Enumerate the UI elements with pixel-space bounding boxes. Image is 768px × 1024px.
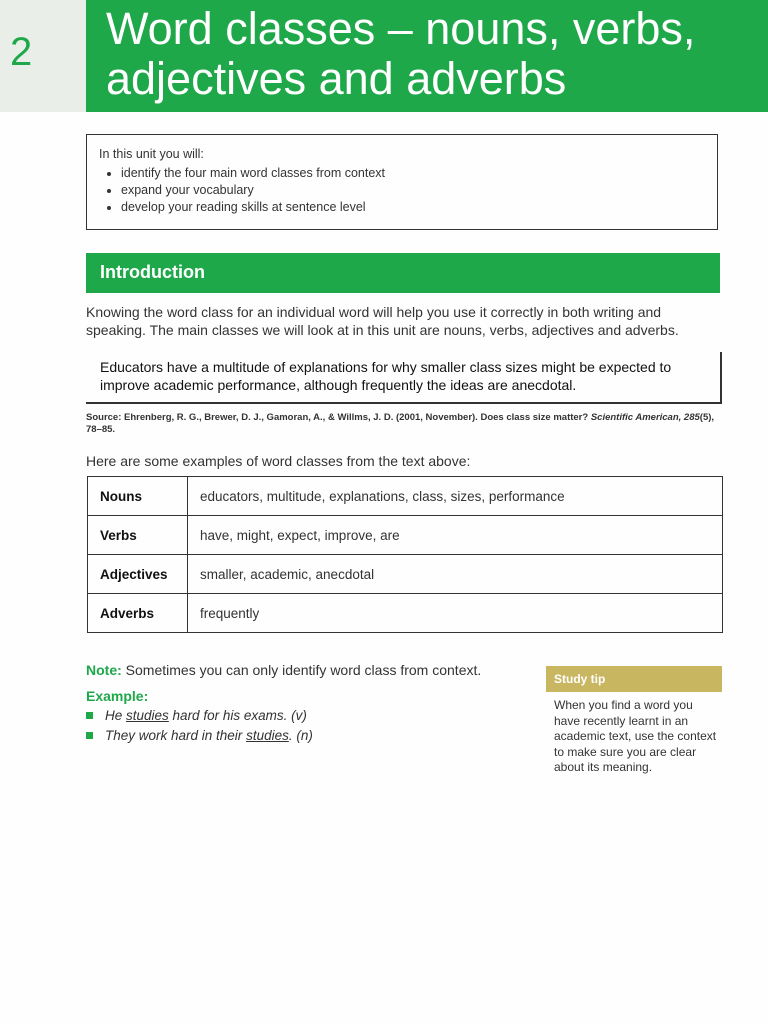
source-journal: Scientific American, 285 (590, 412, 700, 423)
example-post: hard for his exams. (v) (168, 708, 307, 723)
source-prefix: Source: Ehrenberg, R. G., Brewer, D. J., Gamoran, A., & Willms, J. D. (2001, November). Does class size matter? (86, 412, 591, 423)
example-label: Example: (86, 688, 149, 704)
note (86, 662, 481, 678)
introduction-heading: Introduction (100, 262, 205, 282)
objective-item: • expand your vocabulary (121, 183, 705, 197)
introduction-text: Knowing the word class for an individual word will help you use it correctly in both writing and speaking. The main classes we will look at in this unit are nouns, verbs, adjectives and adverbs. (86, 304, 679, 338)
word-class-cell: Verbs (88, 516, 188, 555)
list-item (86, 707, 313, 725)
objectives-list (99, 166, 705, 214)
word-examples-cell: have, might, expect, improve, are (188, 516, 723, 555)
word-class-cell: Adjectives (88, 555, 188, 594)
square-bullet-icon (86, 732, 93, 739)
example-list (86, 707, 313, 747)
unit-number: 2 (10, 30, 33, 74)
introduction-band (86, 253, 720, 293)
example-word: studies (246, 728, 289, 743)
objectives-box (86, 134, 718, 230)
title-band (86, 0, 768, 112)
objective-item: • identify the four main word classes from context (121, 166, 705, 180)
word-examples-cell: frequently (188, 594, 723, 633)
table-row (88, 477, 723, 516)
objective-item: • develop your reading skills at sentence level (121, 200, 705, 214)
note-label: Note: (86, 662, 122, 678)
study-tip-text: When you find a word you have recently learnt in an academic text, use the context to make sure you are clear about its meaning. (554, 698, 717, 774)
example-post: . (n) (288, 728, 313, 743)
example-pre: They work hard in their (105, 728, 247, 743)
study-tip-band (546, 666, 722, 692)
table-row (88, 516, 723, 555)
table-row (88, 594, 723, 633)
square-bullet-icon (86, 712, 93, 719)
unit-tab (0, 0, 86, 112)
quote-box (86, 352, 722, 404)
word-class-cell: Adverbs (88, 594, 188, 633)
examples-intro: Here are some examples of word classes from the text above: (86, 453, 471, 469)
title-line-1: Word classes – nouns, verbs, (106, 3, 696, 54)
source-suffix: (5), 78–85. (86, 412, 715, 435)
word-examples-cell: educators, multitude, explanations, class, sizes, performance (188, 477, 723, 516)
study-tip-heading: Study tip (554, 672, 606, 686)
table-row (88, 555, 723, 594)
word-examples-cell: smaller, academic, anecdotal (188, 555, 723, 594)
example-word: studies (126, 708, 169, 723)
list-item (86, 727, 313, 745)
word-class-table (87, 476, 723, 633)
example-pre: He (105, 708, 127, 723)
note-text: Sometimes you can only identify word class from context. (121, 662, 482, 678)
objectives-intro: In this unit you will: (99, 147, 204, 161)
source-citation (86, 412, 720, 436)
word-class-cell: Nouns (88, 477, 188, 516)
title-line-2: adjectives and adverbs (106, 53, 567, 104)
quote-text: Educators have a multitude of explanations for why smaller class sizes might be expected to improve academic performance, although frequently the ideas are anecdotal. (100, 359, 672, 393)
page-title (106, 4, 695, 104)
